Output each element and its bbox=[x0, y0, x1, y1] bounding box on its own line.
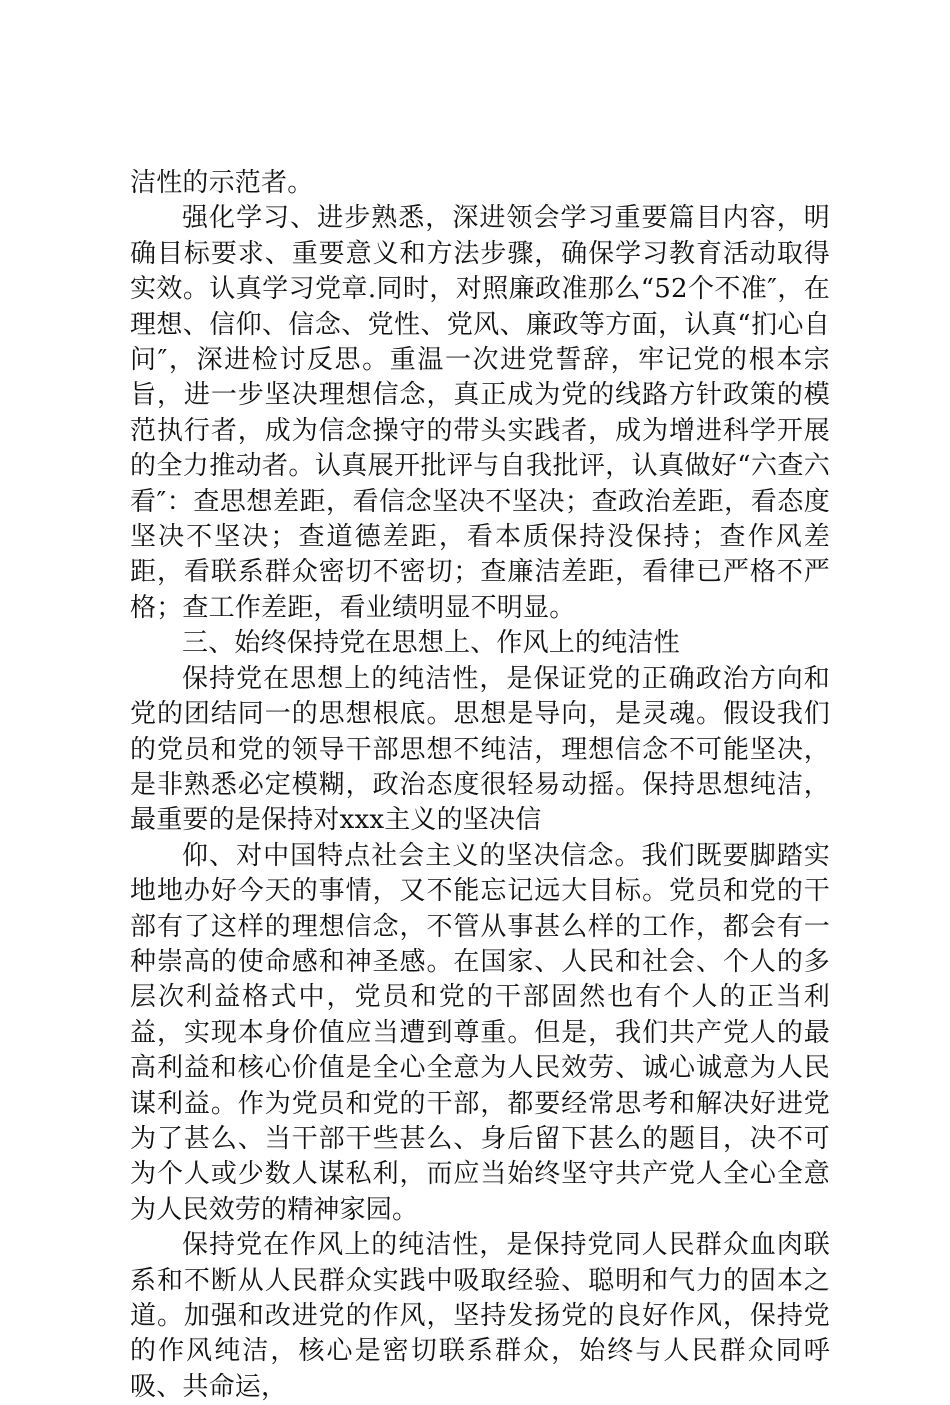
paragraph-continuation: 洁性的示范者。 bbox=[130, 168, 314, 198]
section-heading-3: 三、始终保持党在思想上、作风上的纯洁性 bbox=[182, 628, 680, 659]
paragraph-study: 强化学习、进步熟悉，深进领会学习重要篇目内容，明确目标要求、重要意义和方法步骤，确保学习教育活动取得实效。认真学习党章.同时，对照廉政准那么“52个不准″，在理想、信仰、信念、党性、党风、廉政等方面，认真“扪心自问″，深进检讨反思。重温一次进党誓辞，牢记党的根本宗旨，进一步坚决理想信念，真正成为党的线路方针政策的模范执行者，成为信念操守的带头实践者，成为增进科学开展的全力推动者。认真展开批评与自我批评，认真做好“六查六看″：查思想差距，看信念坚决不坚决；查政治差距，看态度坚决不坚决；查道德差距，看本质保持没保持；查作风差距，看联系群众密切不密切；查廉洁差距，看律已严格不严格；查工作差距，看业绩明显不明显。 bbox=[130, 203, 830, 623]
paragraph-belief: 仰、对中国特点社会主义的坚决信念。我们既要脚踏实地地办好今天的事情，又不能忘记远大目标。党员和党的干部有了这样的理想信念，不管从事甚么样的工作，都会有一种崇高的使命感和神圣感。在国家、人民和社会、个人的多层次利益格式中，党员和党的干部固然也有个人的正当利益，实现本身价值应当遭到尊重。但是，我们共产党人的最高利益和核心价值是全心全意为人民效劳、诚心诚意为人民谋利益。作为党员和党的干部，都要经常思考和解决好进党为了甚么、当干部干些甚么、身后留下甚么的题目，决不可为个人或少数人谋私利，而应当始终坚守共产党人全心全意为人民效劳的精神家园。 bbox=[130, 840, 830, 1225]
paragraph-ideology: 保持党在思想上的纯洁性，是保证党的正确政治方向和党的团结同一的思想根底。思想是导向，是灵魂。假设我们的党员和党的领导干部思想不纯洁，理想信念不可能坚决，是非熟悉必定模糊，政治态度很轻易动摇。保持思想纯洁，最重要的是保持对xxx主义的坚决信 bbox=[130, 663, 830, 836]
document-body bbox=[130, 166, 830, 1405]
paragraph-work-style: 保持党在作风上的纯洁性，是保持党同人民群众血肉联系和不断从人民群众实践中吸取经验、聪明和气力的固本之道。加强和改进党的作风，坚持发扬党的良好作风，保持党的作风纯洁，核心是密切联系群众，始终与人民群众同呼吸、共命运， bbox=[130, 1230, 830, 1402]
